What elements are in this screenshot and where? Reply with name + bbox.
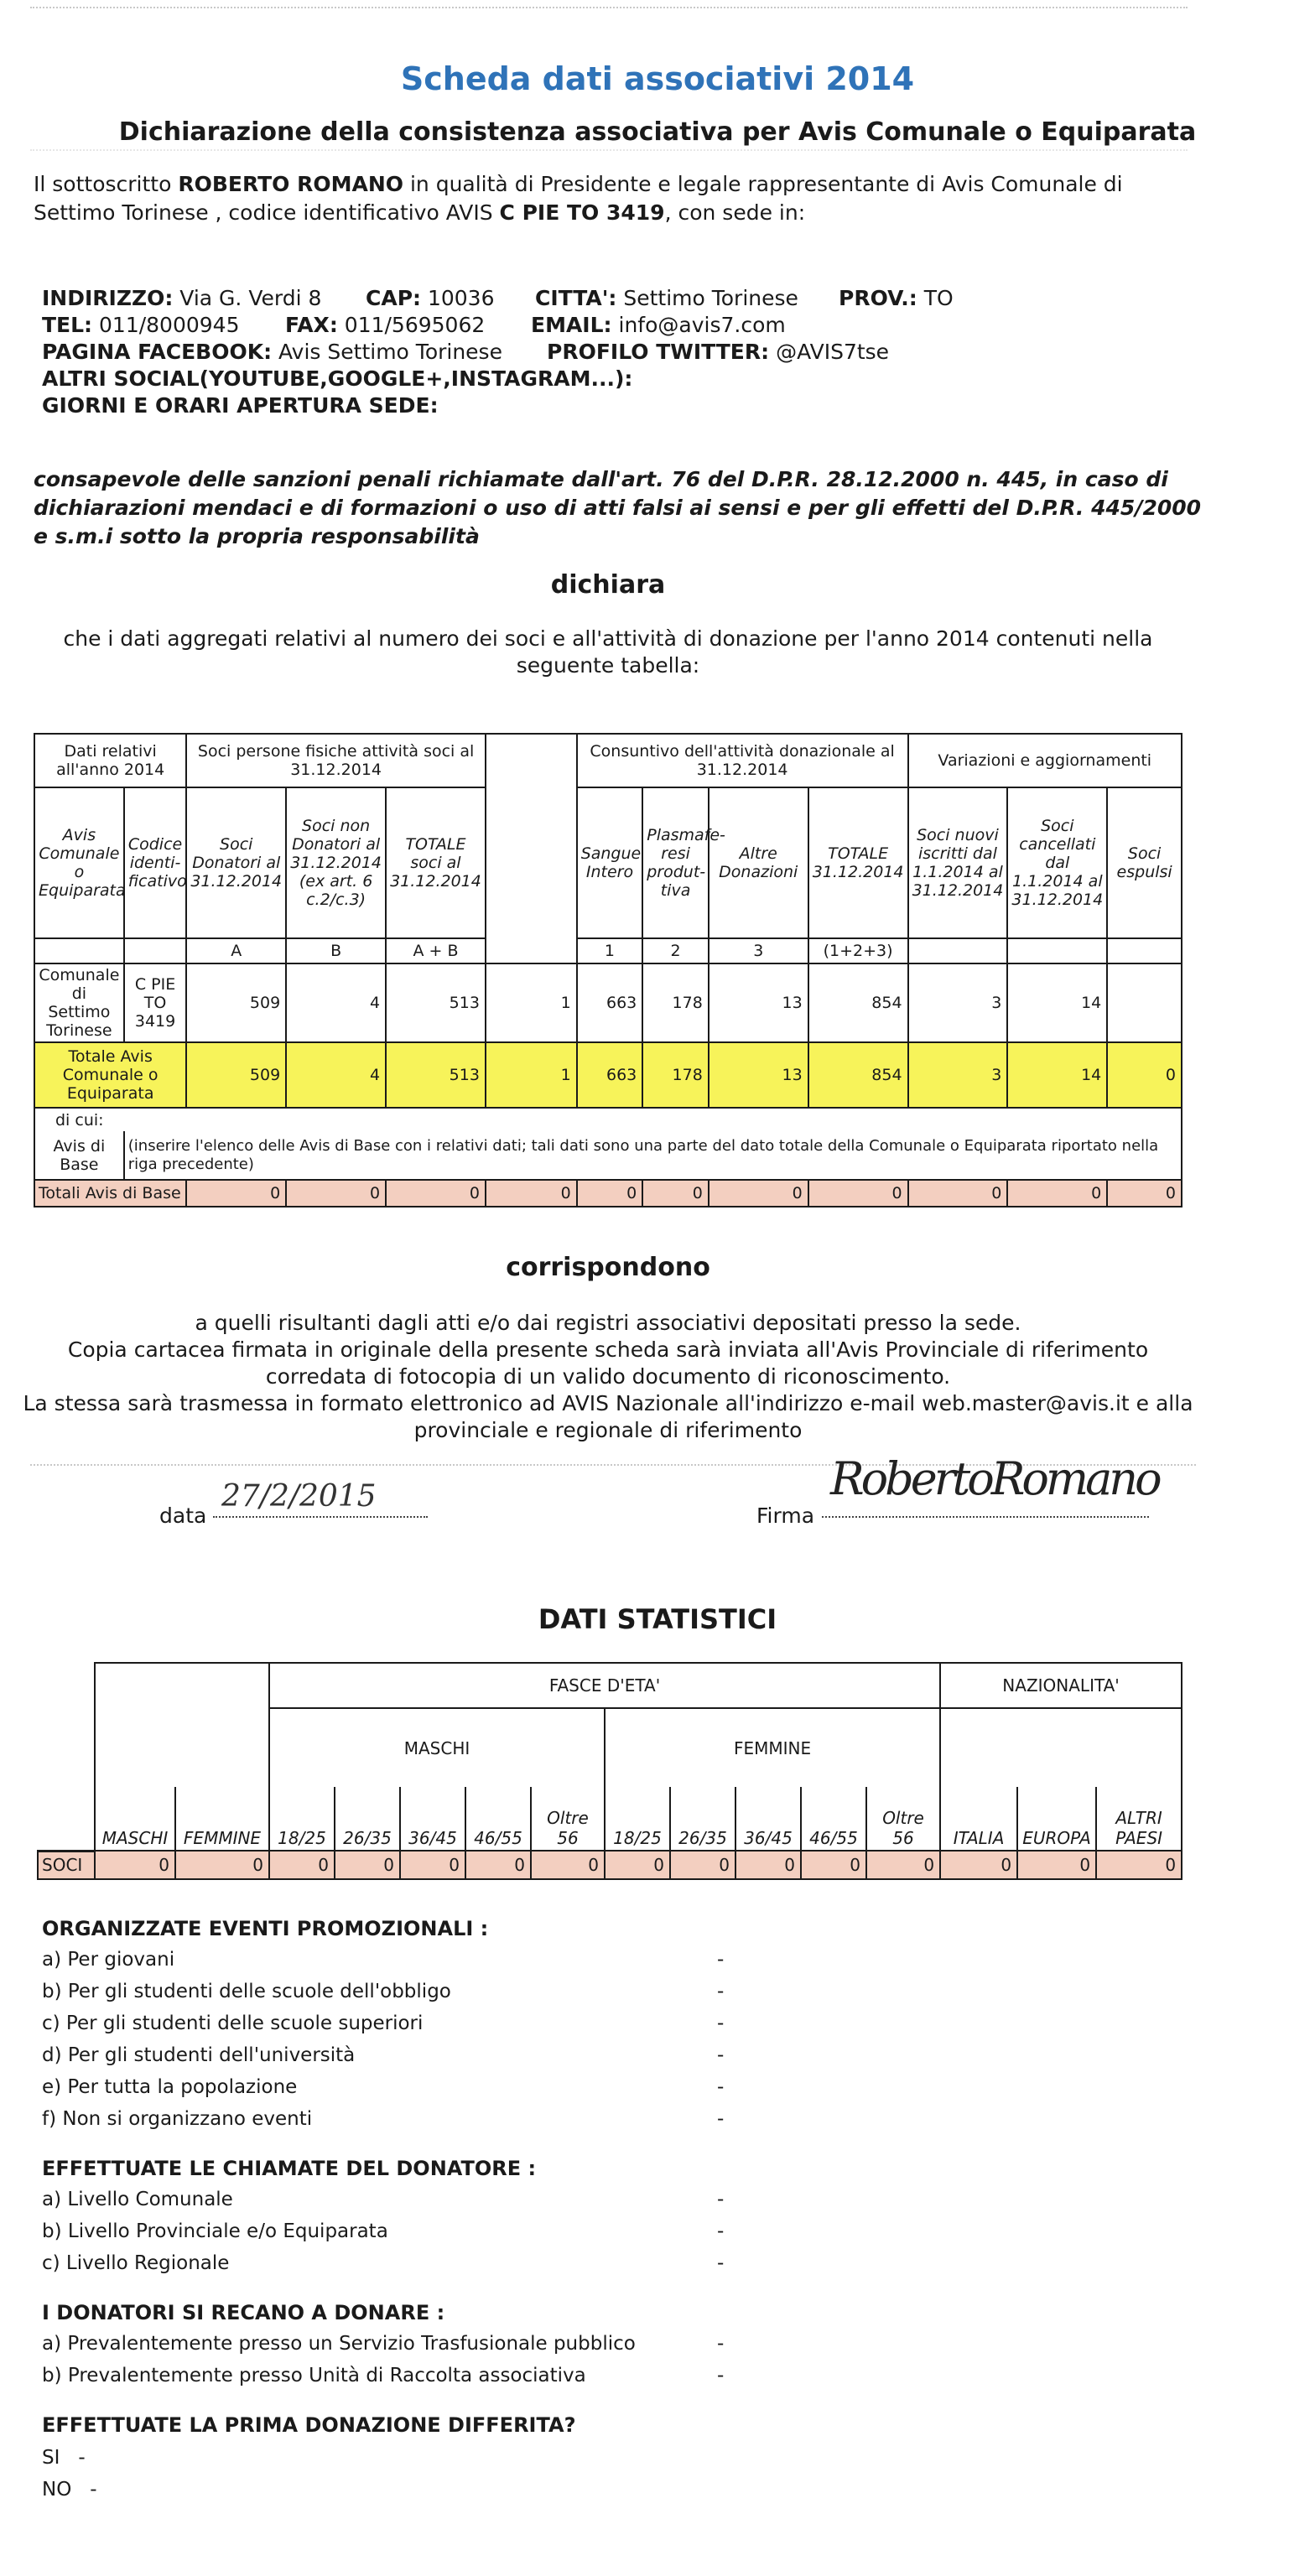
stats-corner [38, 1708, 95, 1787]
letter-cell [908, 938, 1008, 963]
col-header-avis: Avis Comunale o Equiparata [34, 787, 124, 938]
page-subtitle: Dichiarazione della consistenza associativa per Avis Comunale o Equiparata [118, 117, 1197, 147]
question-item: c) Livello Regionale [42, 2252, 230, 2274]
contact-twitter: PROFILO TWITTER: @AVIS7tse [547, 340, 890, 364]
stats-row-label: SOCI [38, 1851, 95, 1879]
question-answer: - [717, 1981, 725, 2002]
corrispondono-line-4: La stessa sarà trasmessa in formato elettronico ad AVIS Nazionale all'indirizzo e-mail web.master@avis.it e alla [23, 1391, 1193, 1415]
row1-value: 509 [186, 963, 286, 1042]
letter-cell [1107, 938, 1182, 963]
question-answer: - [717, 2012, 725, 2034]
totali-base-value: 0 [1107, 1180, 1182, 1207]
empty-group-cell [486, 734, 577, 963]
question-answer: - [717, 2365, 725, 2386]
stats-table [37, 1662, 1182, 1880]
total-row-label: Totale Avis Comunale o Equiparata [34, 1042, 186, 1108]
row1-value: 13 [709, 963, 808, 1042]
stats-title: DATI STATISTICI [538, 1603, 777, 1635]
stats-nazionalita: NAZIONALITA' [940, 1663, 1182, 1708]
group-consuntivo: Consuntivo dell'attività donazionale al 31.12.2014 [577, 734, 908, 787]
stats-empty-top [95, 1663, 269, 1787]
total-row-value: 1 [486, 1042, 577, 1108]
contact-prov: PROV.: TO [839, 286, 954, 310]
col-header-cancellati: Soci cancellati dal 1.1.2014 al 31.12.2014 [1007, 787, 1107, 938]
stats-nazionalita-empty [940, 1708, 1182, 1787]
stats-header-europa: EUROPA [1017, 1787, 1096, 1851]
stats-header-f-26-35: 26/35 [670, 1787, 735, 1851]
stats-header-m-46-55: 46/55 [465, 1787, 531, 1851]
question-item: b) Prevalentemente presso Unità di Raccolta associativa [42, 2365, 586, 2386]
intro-line-2: Settimo Torinese , codice identificativo AVIS C PIE TO 3419, con sede in: [34, 200, 806, 225]
question-eventi: ORGANIZZATE EVENTI PROMOZIONALI : [42, 1917, 489, 1940]
corrispondono-heading: corrispondono [506, 1253, 710, 1282]
question-item: a) Livello Comunale [42, 2189, 233, 2210]
total-row-value: 509 [186, 1042, 286, 1108]
dicui-label: di cui: [34, 1108, 1182, 1131]
data-line [213, 1516, 428, 1518]
stats-header-f-36-45: 36/45 [735, 1787, 801, 1851]
total-row-value: 178 [642, 1042, 709, 1108]
question-answer: - [717, 2252, 725, 2274]
letter-cell [34, 938, 124, 963]
declaration-line-1: consapevole delle sanzioni penali richiamate dall'art. 76 del D.P.R. 28.12.2000 n. 445, in caso di [34, 467, 1168, 491]
total-row-value: 513 [386, 1042, 486, 1108]
row1-value: 663 [577, 963, 643, 1042]
totali-base-value: 0 [186, 1180, 286, 1207]
letter-cell: 2 [642, 938, 709, 963]
totali-avis-base-label: Totali Avis di Base [34, 1180, 186, 1207]
firma-label: Firma [756, 1504, 815, 1528]
col-header-plasmaferesi: Plasmafe-resi produt-tiva [642, 787, 709, 938]
stats-header-m-18-25: 18/25 [269, 1787, 335, 1851]
totali-base-value: 0 [486, 1180, 577, 1207]
row1-value [1107, 963, 1182, 1042]
totali-base-value: 0 [642, 1180, 709, 1207]
firma-handwritten: RobertoRomano [830, 1452, 1159, 1505]
letter-cell: A [186, 938, 286, 963]
stats-value: 0 [605, 1851, 670, 1879]
totali-base-value: 0 [386, 1180, 486, 1207]
row1-codice: C PIE TO 3419 [124, 963, 187, 1042]
question-answer: - [717, 2076, 725, 2098]
row1-value: 854 [808, 963, 908, 1042]
avis-di-base-note: (inserire l'elenco delle Avis di Base con i relativi dati; tali dati sono una parte del dato totale della Comunale o Equiparata riportato nella riga precedente) [124, 1131, 1182, 1180]
page-title: Scheda dati associativi 2014 [400, 60, 915, 97]
question-chiamate: EFFETTUATE LE CHIAMATE DEL DONATORE : [42, 2157, 537, 2180]
letter-cell: 1 [577, 938, 643, 963]
stats-corner [38, 1663, 95, 1708]
question-answer: - [717, 2333, 725, 2355]
contact-facebook: PAGINA FACEBOOK: Avis Settimo Torinese [42, 340, 502, 364]
stats-value: 0 [95, 1851, 175, 1879]
col-header-totale-soci: TOTALE soci al 31.12.2014 [386, 787, 486, 938]
col-header-nuovi-iscritti: Soci nuovi iscritti dal 1.1.2014 al 31.12.2014 [908, 787, 1008, 938]
question-answer: - [717, 2108, 725, 2130]
stats-header-femmine: FEMMINE [175, 1787, 269, 1851]
totali-base-value: 0 [709, 1180, 808, 1207]
total-row-value: 663 [577, 1042, 643, 1108]
totali-base-value: 0 [577, 1180, 643, 1207]
row1-value: 3 [908, 963, 1008, 1042]
col-header-sangue-intero: Sangue Intero [577, 787, 643, 938]
col-header-soci-non-donatori: Soci non Donatori al 31.12.2014 (ex art. 6 c.2/c.3) [286, 787, 386, 938]
question-item: b) Livello Provinciale e/o Equiparata [42, 2220, 388, 2242]
stats-value: 0 [866, 1851, 940, 1879]
stats-header-f-18-25: 18/25 [605, 1787, 670, 1851]
stats-value: 0 [400, 1851, 465, 1879]
stats-header-m-oltre-56: Oltre 56 [531, 1787, 605, 1851]
question-differita: EFFETTUATE LA PRIMA DONAZIONE DIFFERITA? [42, 2413, 576, 2437]
total-row-value: 0 [1107, 1042, 1182, 1108]
total-row-value: 854 [808, 1042, 908, 1108]
stats-value: 0 [940, 1851, 1017, 1879]
row1-value: 14 [1007, 963, 1107, 1042]
stats-header-m-26-35: 26/35 [335, 1787, 400, 1851]
letter-cell: B [286, 938, 386, 963]
question-item: a) Prevalentemente presso un Servizio Trasfusionale pubblico [42, 2333, 636, 2355]
stats-value: 0 [465, 1851, 531, 1879]
contact-social: ALTRI SOCIAL(YOUTUBE,GOOGLE+,INSTAGRAM...): [42, 366, 633, 391]
question-item: d) Per gli studenti dell'università [42, 2044, 356, 2066]
letter-cell [124, 938, 187, 963]
main-data-table [34, 733, 1182, 1208]
intro-line-1: Il sottoscritto ROBERTO ROMANO in qualità di Presidente e legale rappresentante di Avis Comunale di [34, 172, 1123, 196]
corrispondono-line-1: a quelli risultanti dagli atti e/o dai registri associativi depositati presso la sede. [195, 1311, 1021, 1335]
data-handwritten: 27/2/2015 [221, 1479, 377, 1514]
question-item: b) Per gli studenti delle scuole dell'obbligo [42, 1981, 451, 2002]
total-row-value: 13 [709, 1042, 808, 1108]
stats-value: 0 [1096, 1851, 1182, 1879]
stats-header-altri-paesi: ALTRI PAESI [1096, 1787, 1182, 1851]
contact-fax: FAX: 011/5695062 [285, 313, 486, 337]
question-donare: I DONATORI SI RECANO A DONARE : [42, 2301, 445, 2324]
stats-value: 0 [1017, 1851, 1096, 1879]
letter-cell: A + B [386, 938, 486, 963]
stats-header-m-36-45: 36/45 [400, 1787, 465, 1851]
stats-value: 0 [531, 1851, 605, 1879]
col-header-altre-donazioni: Altre Donazioni [709, 787, 808, 938]
question-answer: - [717, 2220, 725, 2242]
contact-cap: CAP: 10036 [366, 286, 495, 310]
letter-cell: (1+2+3) [808, 938, 908, 963]
totali-base-value: 0 [286, 1180, 386, 1207]
contact-email: EMAIL: info@avis7.com [531, 313, 786, 337]
total-row-value: 4 [286, 1042, 386, 1108]
stats-value: 0 [735, 1851, 801, 1879]
col-header-codice: Codice identi-ficativo [124, 787, 187, 938]
col-header-soci-donatori: Soci Donatori al 31.12.2014 [186, 787, 286, 938]
question-answer: - [717, 2189, 725, 2210]
letter-cell: 3 [709, 938, 808, 963]
row1-value: 1 [486, 963, 577, 1042]
stats-header-f-oltre-56: Oltre 56 [866, 1787, 940, 1851]
declaration-line-2: dichiarazioni mendaci e di formazioni o uso di atti falsi ai sensi e per gli effetti del D.P.R. 445/2000 [34, 496, 1202, 520]
question-item: e) Per tutta la popolazione [42, 2076, 298, 2098]
stats-value: 0 [335, 1851, 400, 1879]
answer-no: NO - [42, 2479, 97, 2501]
row1-value: 4 [286, 963, 386, 1042]
contact-citta: CITTA': Settimo Torinese [535, 286, 798, 310]
stats-value: 0 [801, 1851, 866, 1879]
avis-di-base-label: Avis di Base [34, 1131, 124, 1180]
contact-tel: TEL: 011/8000945 [42, 313, 240, 337]
row1-avis: Comunale di Settimo Torinese [34, 963, 124, 1042]
row1-value: 178 [642, 963, 709, 1042]
stats-value: 0 [670, 1851, 735, 1879]
col-header-espulsi: Soci espulsi [1107, 787, 1182, 938]
corrispondono-line-5: provinciale e regionale di riferimento [413, 1418, 803, 1442]
data-label: data [159, 1504, 207, 1528]
stats-value: 0 [269, 1851, 335, 1879]
total-row-value: 3 [908, 1042, 1008, 1108]
declaration-line-3: e s.m.i sotto la propria responsabilità [34, 524, 480, 548]
stats-header-italia: ITALIA [940, 1787, 1017, 1851]
question-answer: - [717, 1949, 725, 1971]
corrispondono-line-2: Copia cartacea firmata in originale della presente scheda sarà inviata all'Avis Provinciale di riferimento [67, 1337, 1149, 1362]
dichiara-line-1: che i dati aggregati relativi al numero dei soci e all'attività di donazione per l'anno 2014 contenuti nella [63, 626, 1153, 651]
letter-cell [1007, 938, 1107, 963]
subtitle-divider [30, 149, 1188, 151]
firma-line [822, 1516, 1149, 1518]
contact-orari: GIORNI E ORARI APERTURA SEDE: [42, 393, 439, 418]
totali-base-value: 0 [908, 1180, 1008, 1207]
stats-femmine-group: FEMMINE [605, 1708, 940, 1787]
totali-base-value: 0 [808, 1180, 908, 1207]
question-item: c) Per gli studenti delle scuole superiori [42, 2012, 424, 2034]
group-dati-relativi: Dati relativi all'anno 2014 [34, 734, 186, 787]
stats-maschi-group: MASCHI [269, 1708, 605, 1787]
dichiara-line-2: seguente tabella: [516, 653, 700, 678]
top-divider [30, 7, 1188, 8]
dichiara-heading: dichiara [550, 570, 666, 600]
question-item: f) Non si organizzano eventi [42, 2108, 313, 2130]
question-item: a) Per giovani [42, 1949, 175, 1971]
answer-si: SI - [42, 2447, 86, 2469]
col-header-totale-donazioni: TOTALE 31.12.2014 [808, 787, 908, 938]
group-variazioni: Variazioni e aggiornamenti [908, 734, 1182, 787]
stats-header-maschi: MASCHI [95, 1787, 175, 1851]
stats-value: 0 [175, 1851, 269, 1879]
contact-address-line: INDIRIZZO: Via G. Verdi 8 [42, 286, 322, 310]
stats-header-f-46-55: 46/55 [801, 1787, 866, 1851]
row1-value: 513 [386, 963, 486, 1042]
group-soci-persone-fisiche: Soci persone fisiche attività soci al 31.12.2014 [186, 734, 486, 787]
corrispondono-line-3: corredata di fotocopia di un valido documento di riconoscimento. [265, 1364, 951, 1389]
stats-fasce-eta: FASCE D'ETA' [269, 1663, 940, 1708]
totali-base-value: 0 [1007, 1180, 1107, 1207]
question-answer: - [717, 2044, 725, 2066]
stats-corner [38, 1787, 95, 1851]
total-row-value: 14 [1007, 1042, 1107, 1108]
